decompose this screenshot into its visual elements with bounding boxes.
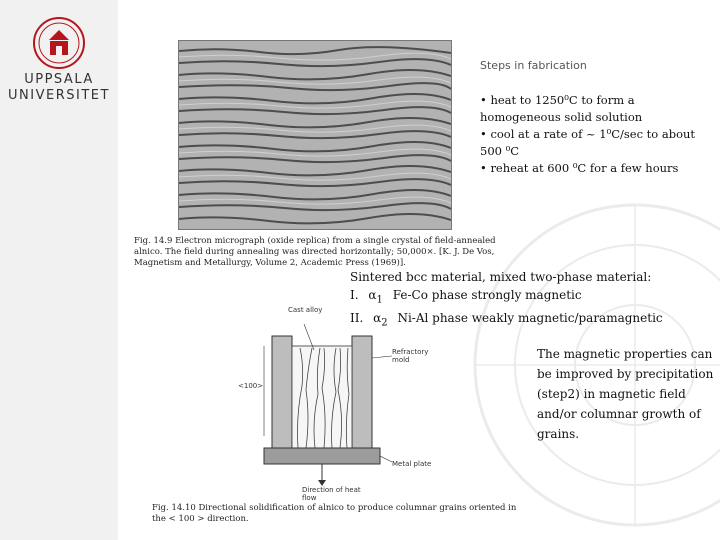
alpha-subscript: 2: [381, 317, 388, 329]
steps-title: Steps in fabrication: [480, 59, 587, 72]
figure1-caption: Fig. 14.9 Electron micrograph (oxide replica) from a single crystal of field-annealed alnico. The field during annealing was directed horizontally; 50,000×. [K. J. De Vos, Magnetism and Metallurgy, Volume 2, Academic Press (1969)].: [134, 236, 496, 268]
label-metal-plate: Metal plate: [392, 460, 432, 468]
step-item: • reheat at 600 ⁰C for a few hours: [480, 161, 679, 175]
label-cast-alloy: Cast alloy: [288, 306, 323, 314]
university-name-line2: UNIVERSITET: [8, 88, 110, 103]
phase-symbol: [373, 311, 388, 329]
label-direction-100: <100>: [238, 382, 264, 390]
step-item: • heat to 1250⁰C to form a homogeneous solid solution: [480, 93, 643, 124]
university-name: [0, 72, 118, 104]
phase-text: Fe-Co phase strongly magnetic: [392, 288, 582, 302]
solidification-diagram: [232, 306, 432, 502]
phase-row: [350, 286, 710, 309]
label-heat-flow: Direction of heat flow: [302, 486, 361, 502]
university-seal-icon: [32, 16, 86, 70]
label-refractory-mold: Refractory mold: [392, 348, 429, 364]
properties-note: The magnetic properties can be improved by precipitation (step2) in magnetic field and/or columnar growth of grains.: [537, 347, 714, 441]
alpha-subscript: 1: [376, 294, 383, 306]
phase-intro: Sintered bcc material, mixed two-phase material:: [350, 270, 652, 284]
micrograph-image: [178, 40, 452, 230]
figure2-caption: Fig. 14.10 Directional solidification of alnico to produce columnar grains oriented in the < 100 > direction.: [152, 503, 517, 524]
phase-symbol: [368, 288, 383, 306]
steps-list: [480, 92, 710, 177]
phase-description: [350, 268, 710, 333]
alpha-symbol: α: [373, 311, 382, 326]
step-item: • cool at a rate of ~ 1⁰C/sec to about 500 ⁰C: [480, 127, 696, 158]
sidebar: [0, 0, 118, 540]
university-name-line1: UPPSALA: [24, 72, 94, 87]
alpha-symbol: α: [368, 288, 377, 302]
phase-text: Ni-Al phase weakly magnetic/paramagnetic: [397, 311, 663, 326]
phase-row: [350, 309, 710, 332]
phase-numeral: I.: [350, 288, 359, 302]
phase-numeral: II.: [350, 311, 364, 326]
